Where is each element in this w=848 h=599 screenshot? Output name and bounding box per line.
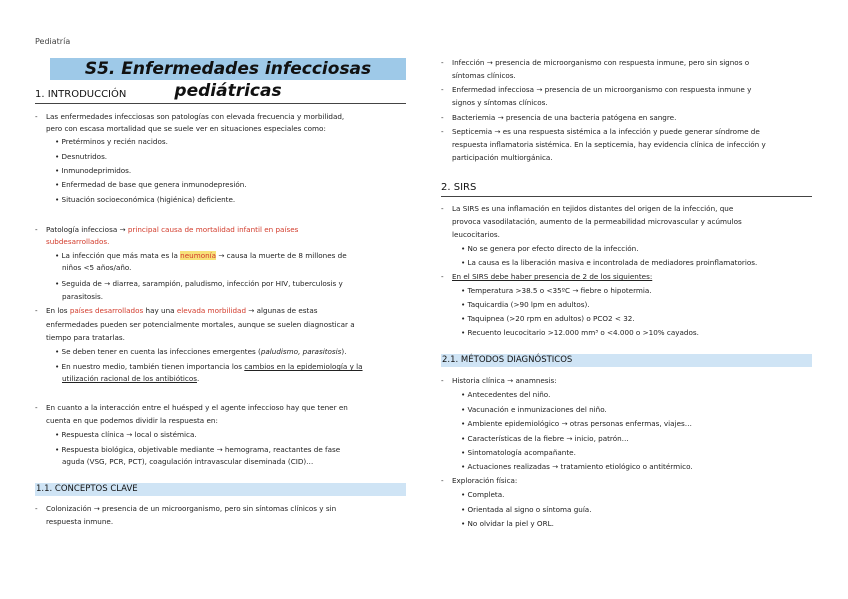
text-line: pero con escasa mortalidad que se suele ver en situaciones especiales como:	[46, 124, 326, 133]
dash-11: -	[441, 272, 444, 281]
dash-10: -	[441, 204, 444, 213]
list-item	[55, 362, 363, 371]
text-line: tiempo para tratarlas.	[46, 333, 125, 342]
text-span: .	[197, 374, 200, 383]
highlight-text: subdesarrollados.	[46, 237, 110, 246]
highlight-text: elevada morbilidad	[176, 306, 247, 315]
list-item: • La causa es la liberación masiva e incontrolada de mediadores proinflamatorios.	[461, 258, 758, 267]
text-line: signos y síntomas clínicos.	[452, 98, 548, 107]
text-line: aguda (VSG, PCR, PCT), coagulación intravascular diseminada (CID)…	[62, 457, 314, 466]
list-item: • Orientada al signo o síntoma guía.	[461, 505, 592, 514]
dash-2: -	[35, 225, 38, 234]
text-line: Bacteriemia → presencia de una bacteria patógena en sangre.	[452, 113, 677, 122]
page-title: S5. Enfermedades infecciosas pediátricas	[84, 59, 372, 101]
list-item: • Enfermedad de base que genera inmunodepresión.	[55, 180, 247, 189]
text-line: Historia clínica → anamnesis:	[452, 376, 557, 385]
list-item: • Actuaciones realizadas → tratamiento etiológico o antitérmico.	[461, 462, 693, 471]
text-line: niños <5 años/año.	[62, 263, 132, 272]
text-line: enfermedades pueden ser potencialmente mortales, aunque se suelen diagnosticar a	[46, 320, 355, 329]
text-line: La SIRS es una inflamación en tejidos distantes del origen de la infección, que	[452, 204, 734, 213]
heading-rule	[441, 196, 812, 197]
list-item: • Completa.	[461, 490, 505, 499]
highlight-neumonia: neumonía	[180, 251, 217, 260]
text-line: respuesta inmune.	[46, 517, 114, 526]
list-item: • Recuento leucocitario >12.000 mm³ o <4.000 o >10% cayados.	[461, 328, 699, 337]
text-line: Septicemia → es una respuesta sistémica a la infección y puede generar síndrome de	[452, 127, 760, 136]
text-line: cuenta en que podemos dividir la respuesta en:	[46, 416, 218, 425]
text-line	[46, 306, 318, 315]
text-line: Las enfermedades infecciosas son patologías con elevada frecuencia y morbilidad,	[46, 112, 345, 121]
list-item: • Desnutridos.	[55, 152, 108, 161]
list-item: • No se genera por efecto directo de la infección.	[461, 244, 639, 253]
text-line: Colonización → presencia de un microorganismo, pero sin síntomas clínicos y sin	[46, 504, 337, 513]
text-span: • Se deben tener en cuenta las infecciones emergentes (	[55, 347, 261, 356]
list-item: • No olvidar la piel y ORL.	[461, 519, 554, 528]
list-item: • Antecedentes del niño.	[461, 390, 551, 399]
text-span: • En nuestro medio, también tienen importancia los	[55, 362, 245, 371]
text-line	[62, 374, 199, 383]
list-item: • Situación socioeconómica (higiénica) deficiente.	[55, 195, 236, 204]
text-line: síntomas clínicos.	[452, 71, 516, 80]
text-span: ).	[341, 347, 347, 356]
list-item: • Respuesta biológica, objetivable mediante → hemograma, reactantes de fase	[55, 445, 341, 454]
text-line: provoca vasodilatación, aumento de la permeabilidad microvascular y acúmulos	[452, 217, 742, 226]
heading-metodos-diagnosticos: 2.1. MÉTODOS DIAGNÓSTICOS	[442, 355, 573, 365]
list-item: • Características de la fiebre → inicio, patrón…	[461, 434, 629, 443]
text-span: Patología infecciosa →	[46, 225, 128, 234]
text-line: Exploración física:	[452, 476, 518, 485]
dash-13: -	[441, 476, 444, 485]
dash-9: -	[441, 127, 444, 136]
text-line: En cuanto a la interacción entre el huésped y el agente infeccioso hay que tener en	[46, 403, 348, 412]
underlined-text: utilización racional de los antibióticos	[62, 374, 198, 383]
text-line: respuesta inflamatoria sistémica. En la septicemia, hay evidencia clínica de infección y	[452, 140, 766, 149]
dash-4: -	[35, 403, 38, 412]
list-item: • Inmunodeprimidos.	[55, 166, 132, 175]
text-line: parasitosis.	[62, 292, 104, 301]
list-item	[55, 251, 347, 260]
text-line: Infección → presencia de microorganismo con respuesta inmune, pero sin signos o	[452, 58, 750, 67]
dash-8: -	[441, 113, 444, 122]
dash-1: -	[35, 112, 38, 121]
text-span: → causa la muerte de 8 millones de	[216, 251, 347, 260]
list-item: • Taquipnea (>20 rpm en adultos) o PCO2 < 32.	[461, 314, 635, 323]
highlight-text: principal causa de mortalidad infantil en países	[127, 225, 299, 234]
dash-7: -	[441, 85, 444, 94]
heading-sirs: 2. SIRS	[441, 182, 477, 193]
dash-12: -	[441, 376, 444, 385]
underlined-text: En el SIRS debe haber presencia de 2 de los siguientes:	[452, 272, 653, 281]
list-item: • Pretérminos y recién nacidos.	[55, 137, 168, 146]
text-span: En los	[46, 306, 70, 315]
text-line: Enfermedad infecciosa → presencia de un microorganismo con respuesta inmune y	[452, 85, 752, 94]
list-item	[55, 347, 347, 356]
text-span: → algunas de estas	[246, 306, 318, 315]
text-line: participación multiorgánica.	[452, 153, 553, 162]
list-item: • Taquicardia (>90 lpm en adultos).	[461, 300, 590, 309]
italic-text: paludismo, parasitosis	[260, 347, 342, 356]
underlined-text: cambios en la epidemiología y la	[244, 362, 363, 371]
text-span: hay una	[143, 306, 177, 315]
heading-rule	[35, 103, 406, 104]
list-item: • Seguida de → diarrea, sarampión, paludismo, infección por HIV, tuberculosis y	[55, 279, 343, 288]
list-item: • Temperatura >38.5 o <35ºC → fiebre o hipotermia.	[461, 286, 652, 295]
text-span: • La infección que más mata es la	[55, 251, 181, 260]
page-label: Pediatría	[35, 37, 71, 46]
highlight-text: países desarrollados	[69, 306, 144, 315]
dash-5: -	[35, 504, 38, 513]
text-line: leucocitarios.	[452, 230, 500, 239]
heading-conceptos-clave: 1.1. CONCEPTOS CLAVE	[36, 484, 138, 494]
text-line	[46, 225, 298, 234]
dash-3: -	[35, 306, 38, 315]
dash-6: -	[441, 58, 444, 67]
list-item: • Respuesta clínica → local o sistémica.	[55, 430, 197, 439]
list-item: • Ambiente epidemiológico → otras personas enfermas, viajes…	[461, 419, 692, 428]
list-item: • Sintomatología acompañante.	[461, 448, 576, 457]
heading-introduccion: 1. INTRODUCCIÓN	[35, 89, 127, 100]
list-item: • Vacunación e inmunizaciones del niño.	[461, 405, 607, 414]
